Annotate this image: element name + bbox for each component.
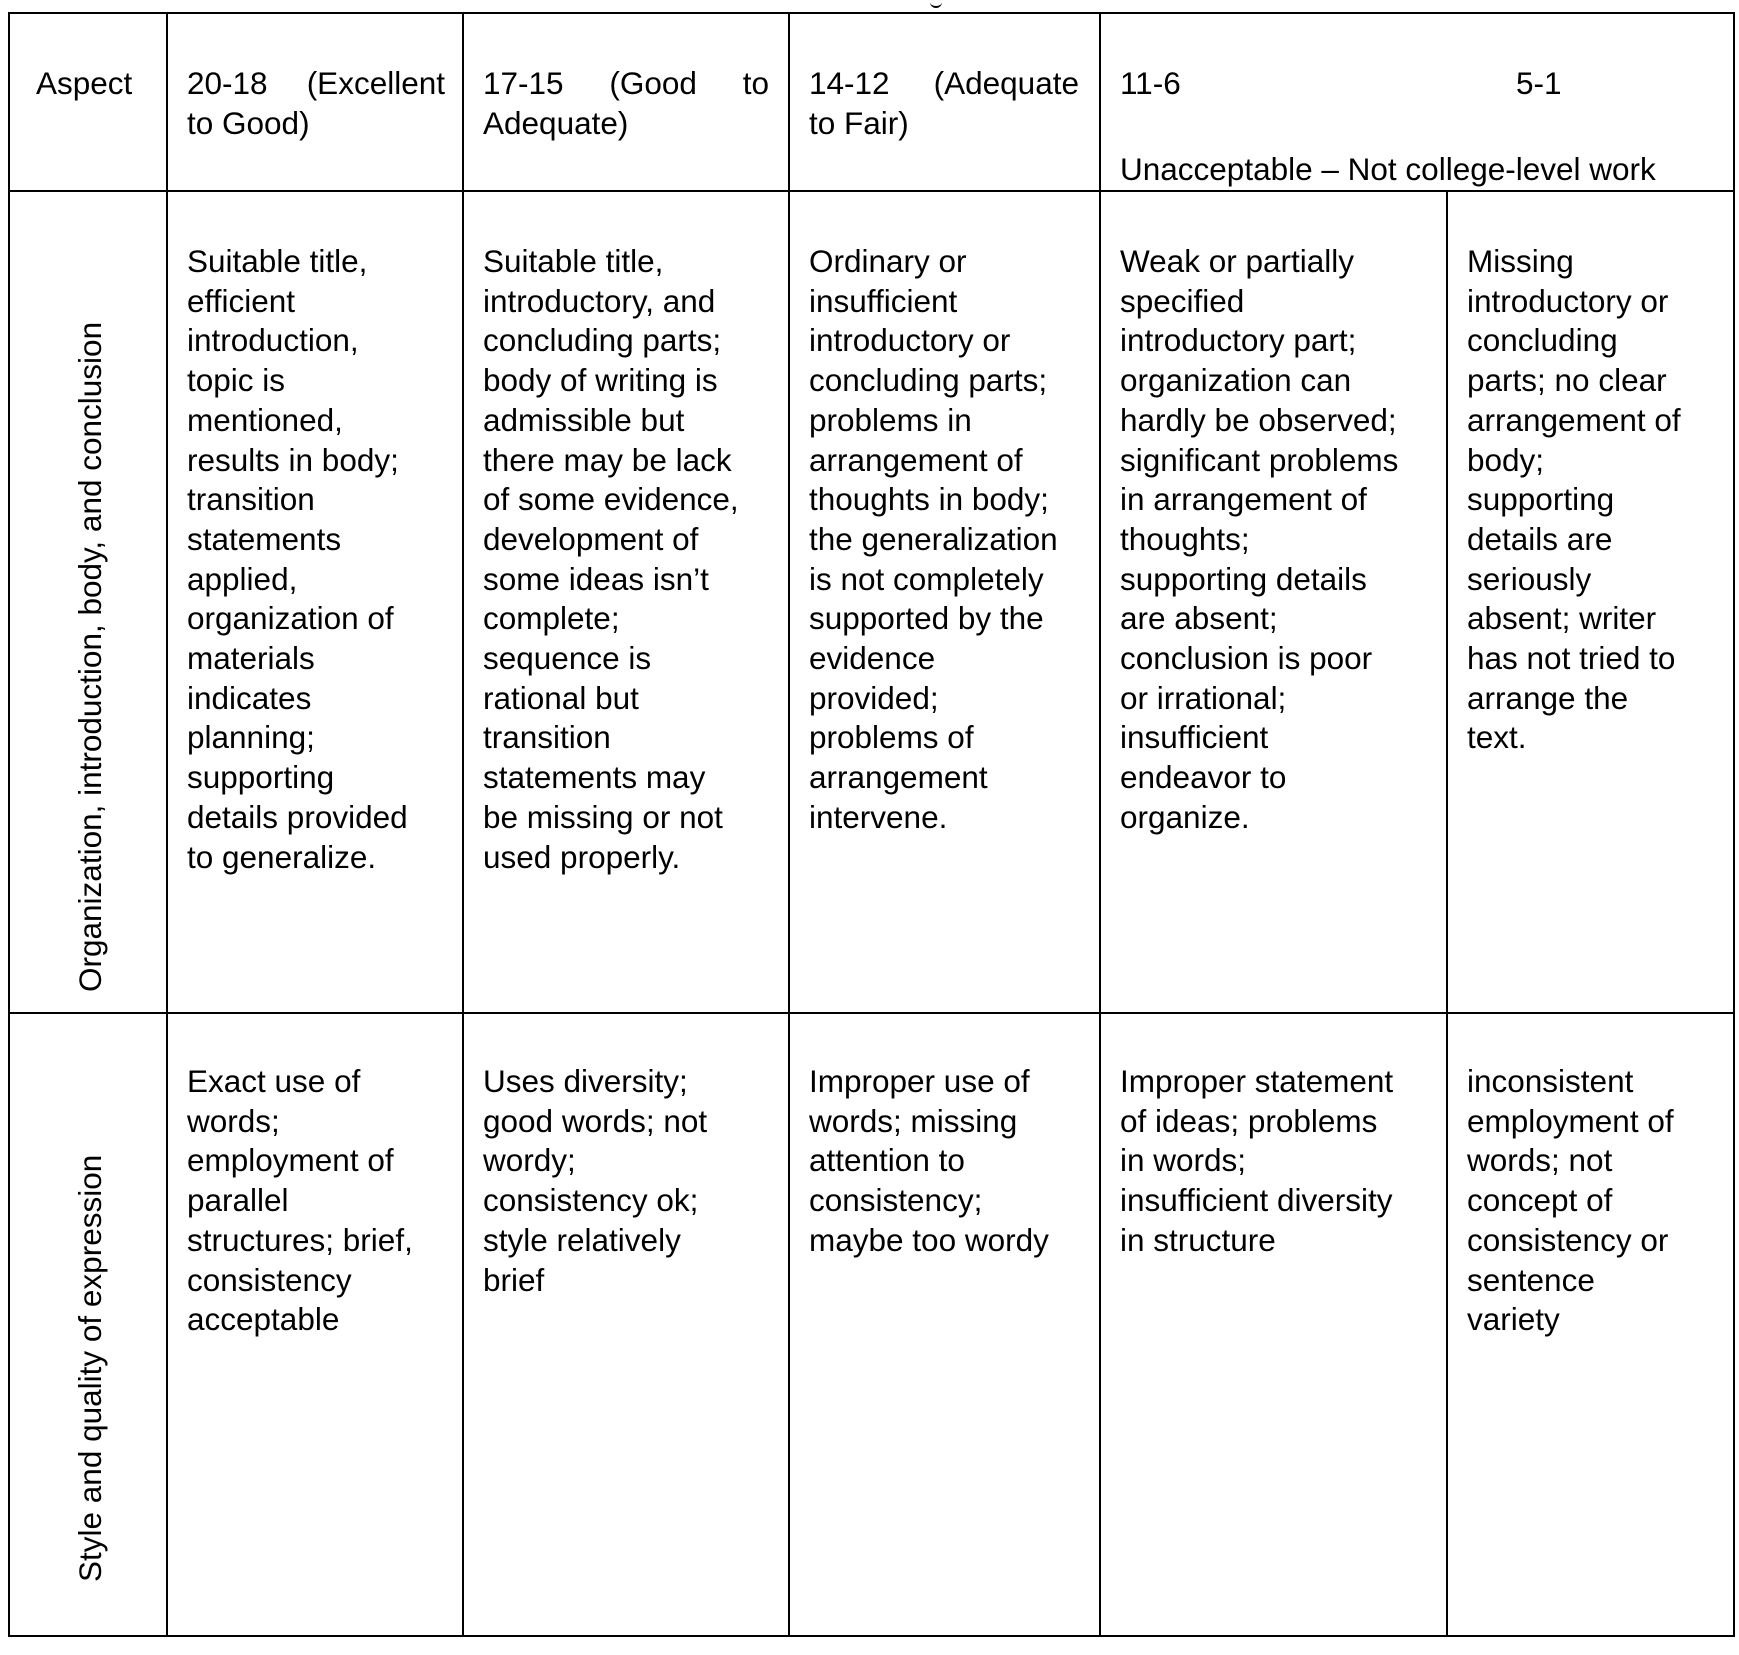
header-aspect: Aspect <box>36 65 133 101</box>
header-row-divider <box>8 190 1735 192</box>
row2-cell-excellent: Exact use of words; employment of parallel structures; brief, consistency acceptable <box>187 1063 413 1338</box>
row-aspect-organization: Organization, introduction, body, and conclusion <box>72 321 108 992</box>
header-score-17-15-range: 17-15 <box>483 65 564 101</box>
row1-cell-adequate: Ordinary or insufficient introductory or concluding parts; problems in arrangement of thoughts in body; the generalization is not completely supported by the evidence provided; problems of arrangement intervene. <box>809 243 1058 835</box>
row2-cell-good: Uses diversity; good words; not wordy; consistency ok; style relatively brief <box>483 1063 708 1298</box>
row-aspect-style: Style and quality of expression <box>72 1154 108 1582</box>
table-border-right <box>1733 12 1735 1637</box>
row1-cell-unacceptable-low: Missing introductory or concluding parts; no clear arrangement of body; supporting details are seriously absent; writer has not tried to arrange the text. <box>1467 243 1681 756</box>
header-score-17-15-line1 <box>483 64 769 104</box>
header-score-20-18-line2: to Good) <box>187 105 310 141</box>
header-range-11-6: 11-6 <box>1120 65 1181 101</box>
header-score-14-12-range: 14-12 <box>809 65 890 101</box>
row1-cell-good: Suitable title, introductory, and concluding parts; body of writing is admissible but there may be lack of some evidence, development of some ideas isn’t complete; sequence is rational but transition statements may be missing or not used properly. <box>483 243 739 875</box>
header-range-5-1: 5-1 <box>1516 65 1562 101</box>
row1-cell-unacceptable-high: Weak or partially specified introductory part; organization can hardly be observed; significant problems in arrangement of thoughts; supporting details are absent; conclusion is poor or irrational; insufficient endeavor to organize. <box>1120 243 1399 835</box>
row1-cell-excellent: Suitable title, efficient introduction, topic is mentioned, results in body; transition statements applied, organization of materials indicates planning; supporting details provided to generalize. <box>187 243 408 875</box>
column-divider-3 <box>788 12 790 1637</box>
table-border-left <box>8 12 10 1637</box>
header-score-14-12-label: (Adequate <box>933 65 1079 101</box>
column-divider-5 <box>1446 190 1448 1637</box>
row2-cell-unacceptable-low: inconsistent employment of words; not concept of consistency or sentence variety <box>1467 1063 1674 1338</box>
header-score-17-15-to: to <box>742 65 769 101</box>
header-score-20-18-line1 <box>187 64 445 104</box>
row-divider <box>8 1012 1735 1014</box>
column-divider-1 <box>166 12 168 1637</box>
row2-cell-unacceptable-high: Improper statement of ideas; problems in words; insufficient diversity in structure <box>1120 1063 1394 1258</box>
column-divider-2 <box>462 12 464 1637</box>
header-score-17-15-label: (Good <box>609 65 697 101</box>
header-score-14-12-line1 <box>809 64 1079 104</box>
table-border-top <box>8 12 1735 14</box>
column-divider-4 <box>1099 12 1101 1637</box>
header-score-20-18-label: (Excellent <box>306 65 445 101</box>
row2-cell-adequate: Improper use of words; missing attention to consistency; maybe too wordy <box>809 1063 1049 1258</box>
header-unacceptable-label: Unacceptable – Not college-level work <box>1120 151 1656 187</box>
cut-off-glyph <box>930 0 942 8</box>
header-score-14-12-line2: to Fair) <box>809 105 909 141</box>
header-score-17-15-line2: Adequate) <box>483 105 629 141</box>
header-score-20-18-range: 20-18 <box>187 65 268 101</box>
table-border-bottom <box>8 1635 1735 1637</box>
